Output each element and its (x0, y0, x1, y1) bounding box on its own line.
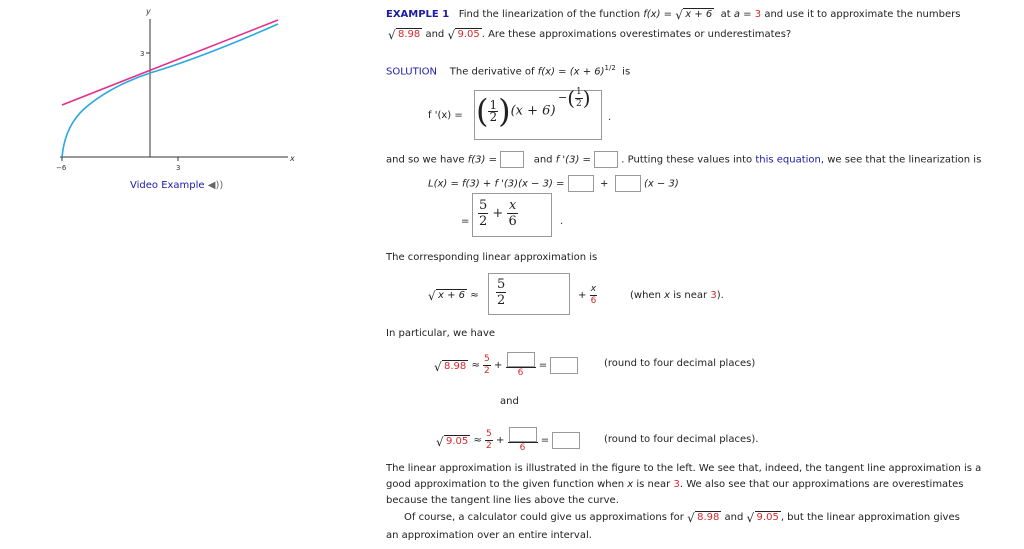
derivative-label: f '(x) = (428, 110, 463, 121)
closing-p1-b: good approximation to the given function when (386, 479, 625, 490)
when-x: x (664, 290, 671, 301)
row2-approx: ≈ (473, 435, 482, 446)
example-text-2: and use it to approximate the numbers (764, 9, 961, 20)
approx-row-1 (434, 352, 578, 379)
speaker-icon: ◀︎)) (207, 180, 224, 191)
closing-line-2 (386, 479, 963, 490)
have-text-2: . Putting these values into (621, 154, 753, 166)
video-example-link[interactable] (130, 180, 223, 191)
corresponding-six: 6 (590, 296, 597, 306)
closing-p1-c: is near (636, 479, 671, 490)
solution-heading: SOLUTION (386, 66, 438, 78)
example-fx: f(x) = (643, 9, 673, 20)
corresponding-sqrt: √ x + 6 (428, 289, 466, 303)
corresponding-when (630, 290, 724, 301)
solution-is: is (622, 66, 631, 78)
deriv-inner: (x + 6) (510, 103, 556, 119)
approx-row-2 (436, 427, 580, 454)
when-close: ). (716, 290, 724, 301)
linear-x: x (508, 198, 517, 213)
when-near-val: 3 (710, 290, 717, 301)
have-and: and (533, 154, 553, 166)
video-example-label: Video Example (130, 180, 205, 191)
deriv-one: 1 (489, 97, 498, 112)
example-text-3: . Are these approximations overestimates or underestimates? (481, 29, 792, 40)
solution-fx-expr: f(x) = (x + 6) (537, 66, 605, 78)
x-axis-label: x (290, 154, 295, 163)
row2-numerator-input[interactable] (509, 427, 537, 442)
corresponding-x: x (590, 284, 597, 294)
closing-p2-a: Of course, a calculator could give us approximations for (404, 512, 684, 523)
linear-period: . (560, 216, 564, 227)
corresponding-text: The corresponding linear approximation is (386, 252, 598, 263)
round-note-1: (round to four decimal places) (604, 358, 756, 369)
example-a-eq: a = (733, 9, 752, 20)
sqrt-curve (62, 24, 278, 157)
have-f3: f(3) = (467, 154, 497, 166)
row2-five: 5 (486, 429, 492, 439)
closing-p2-and: and (724, 512, 744, 523)
derivative-exponent: −( $\frac{1}{2}$ ) (558, 86, 591, 110)
solution-text: The derivative of (449, 66, 535, 78)
row2-sqrt: √ 9.05 (436, 434, 469, 449)
corresponding-fraction (496, 277, 506, 308)
corresponding-plus-x6 (578, 284, 597, 307)
row1-numerator-input[interactable] (507, 352, 535, 367)
row1-two: 2 (484, 366, 490, 376)
example-line-2 (388, 29, 791, 40)
closing-num1-sqrt: √ 8.98 (687, 511, 720, 525)
corresponding-approx: ≈ (470, 290, 479, 301)
closing-line-3: because the tangent line lies above the curve. (386, 495, 619, 506)
closing-line-1: The linear approximation is illustrated in the figure to the left. We see that, indeed, the tangent line approximation is a (386, 463, 982, 474)
linearization-line (428, 175, 679, 192)
row2-six: 6 (519, 443, 526, 453)
have-fp3: f '(3) = (555, 154, 591, 166)
row2-two: 2 (486, 441, 492, 451)
when-open: (when (630, 290, 661, 301)
row2-plus: + (495, 435, 505, 446)
L-constant-input[interactable] (568, 175, 594, 192)
linearization-graph (50, 5, 310, 175)
have-line (386, 151, 981, 168)
example-num1-sqrt: √ 8.98 (388, 28, 421, 42)
linear-five: 5 (479, 198, 488, 213)
linear-six: 6 (508, 214, 517, 229)
corresponding-five: 5 (497, 277, 506, 292)
particular-and: and (500, 396, 519, 407)
closing-p1-d: . We also see that our approximations are overestimates (679, 479, 964, 490)
solution-line (386, 64, 630, 77)
corresponding-lhs (428, 290, 479, 301)
deriv-minus: − (558, 91, 568, 104)
derivative-expression: ( $\frac{1}{2}$ )(x + 6) (476, 92, 556, 130)
corresponding-plus: + (578, 290, 587, 301)
row1-result-input[interactable] (550, 357, 578, 374)
example-num2-sqrt: √ 9.05 (447, 28, 480, 42)
this-equation-link[interactable]: this equation (755, 154, 821, 166)
row1-six: 6 (517, 368, 524, 378)
closing-p1-x: x (627, 479, 634, 490)
linear-eq-sign: = (461, 216, 470, 227)
when-near: is near (673, 290, 708, 301)
tangent-line (62, 20, 278, 105)
linear-lhs: L(x) = f(3) + f '(3)(x − 3) = (428, 178, 565, 190)
linear-plus: + (600, 178, 609, 190)
corresponding-two: 2 (497, 293, 506, 308)
deriv-two: 2 (489, 109, 498, 124)
closing-p1-3: 3 (673, 479, 680, 490)
example-line-1 (386, 9, 960, 20)
closing-line-4 (404, 512, 960, 523)
solution-exponent: 1/2 (604, 64, 616, 72)
have-text-1: and so we have (386, 154, 465, 166)
x-tick-label-mid: 3 (176, 164, 181, 172)
derivative-period: . (608, 112, 612, 123)
linear-plus-2: + (492, 206, 504, 221)
L-slope-input[interactable] (615, 175, 641, 192)
deriv-exp-one: 1 (576, 86, 582, 97)
linear-result (478, 198, 518, 229)
linear-tail: (x − 3) (643, 178, 679, 190)
particular-text: In particular, we have (386, 328, 496, 339)
row1-eq: = (538, 360, 548, 371)
have-text-3: , we see that the linearization is (820, 154, 982, 166)
example-sqrt: √ x + 6 (675, 8, 713, 22)
y-axis-label: y (146, 7, 151, 16)
f3-answer-input[interactable] (500, 151, 524, 168)
x-tick-label-left: −6 (56, 164, 67, 172)
example-text-1: Find the linearization of the function (458, 9, 641, 20)
y-tick-label: 3 (140, 50, 145, 58)
closing-p2-b: , but the linear approximation gives (780, 512, 960, 523)
row2-result-input[interactable] (552, 432, 580, 449)
example-a-val: 3 (754, 9, 762, 20)
fprime3-answer-input[interactable] (594, 151, 618, 168)
example-at: at (720, 9, 731, 20)
row1-five: 5 (484, 354, 490, 364)
deriv-exp-two: 2 (576, 98, 582, 109)
row2-eq: = (540, 435, 550, 446)
row1-sqrt: √ 8.98 (434, 359, 467, 374)
example-heading: EXAMPLE 1 (386, 9, 450, 20)
round-note-2: (round to four decimal places). (604, 434, 759, 445)
row1-approx: ≈ (471, 360, 480, 371)
linear-two: 2 (479, 214, 488, 229)
closing-num2-sqrt: √ 9.05 (746, 511, 779, 525)
row1-plus: + (493, 360, 503, 371)
example-and: and (425, 29, 445, 40)
closing-line-5: an approximation over an entire interval. (386, 530, 592, 541)
